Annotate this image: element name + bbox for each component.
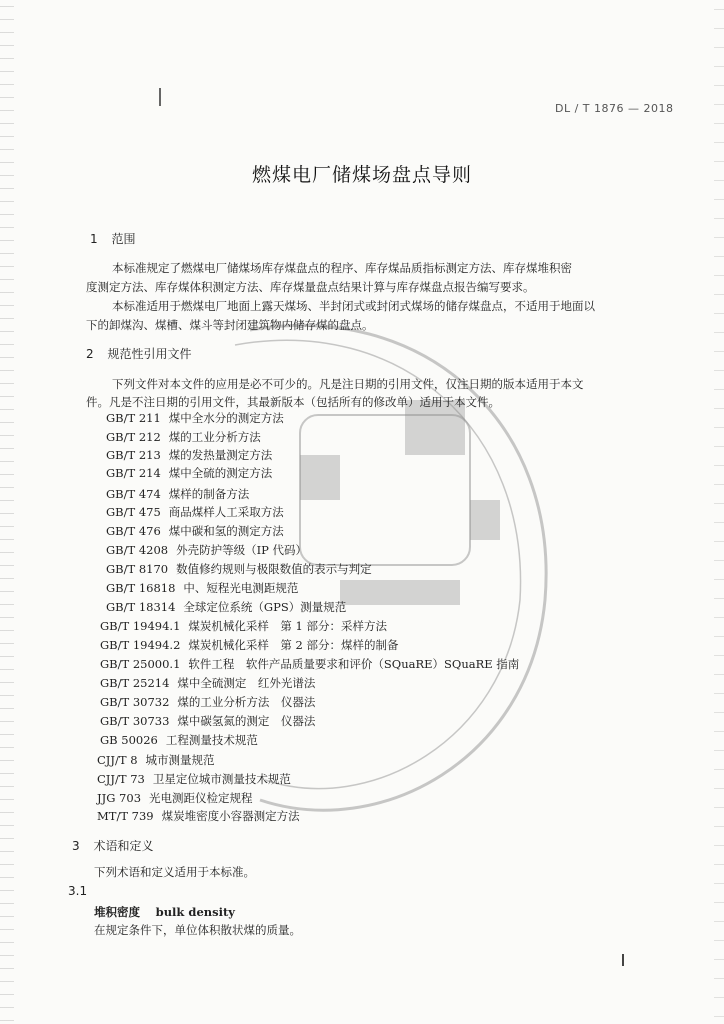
reference-code: GB/T 4208	[106, 543, 169, 557]
reference-title: 煤炭机械化采样 第 2 部分：煤样的制备	[188, 638, 399, 652]
reference-item	[106, 599, 346, 615]
section-number: 3	[72, 839, 80, 853]
reference-item	[106, 580, 298, 596]
reference-title: 煤炭机械化采样 第 1 部分：采样方法	[188, 619, 388, 633]
reference-title: 煤的发热量测定方法	[168, 448, 273, 462]
reference-title: 煤中碳氢氮的测定 仪器法	[177, 714, 316, 728]
reference-code: JJG 703	[97, 791, 142, 805]
term-chinese: 堆积密度	[94, 905, 140, 919]
scan-edge-left	[0, 0, 14, 1024]
reference-item	[100, 656, 519, 672]
paragraph-line: 下的卸煤沟、煤槽、煤斗等封闭建筑物内储存煤的盘点。	[86, 318, 374, 332]
reference-title: 城市测量规范	[145, 753, 215, 767]
reference-code: GB/T 30733	[100, 714, 170, 728]
reference-item	[100, 732, 258, 748]
reference-title: 煤中全硫的测定方法	[168, 466, 273, 480]
reference-code: GB/T 8170	[106, 562, 169, 576]
reference-item	[106, 542, 307, 558]
reference-code: GB/T 475	[106, 505, 161, 519]
reference-title: 煤中碳和氢的测定方法	[168, 524, 284, 538]
reference-code: GB/T 212	[106, 430, 161, 444]
reference-code: GB/T 476	[106, 524, 161, 538]
reference-item	[97, 790, 253, 806]
reference-title: 煤的工业分析方法 仪器法	[177, 695, 316, 709]
paragraph-line: 本标准规定了燃煤电厂储煤场库存煤盘点的程序、库存煤品质指标测定方法、库存煤堆积密	[112, 261, 572, 275]
reference-item	[106, 523, 284, 539]
reference-code: GB/T 30732	[100, 695, 170, 709]
paragraph-line: 下列文件对本文件的应用是必不可少的。凡是注日期的引用文件，仅注日期的版本适用于本文	[112, 377, 584, 391]
reference-title: 全球定位系统（GPS）测量规范	[183, 600, 347, 614]
reference-code: GB/T 16818	[106, 581, 176, 595]
reference-code: GB/T 19494.2	[100, 638, 181, 652]
section-number: 1	[90, 232, 98, 246]
reference-code: GB/T 213	[106, 448, 161, 462]
reference-title: 煤炭堆密度小容器测定方法	[161, 809, 300, 823]
reference-item	[106, 465, 272, 481]
reference-item	[106, 429, 261, 445]
reference-code: GB/T 474	[106, 487, 161, 501]
term-heading	[94, 904, 235, 920]
paragraph-line: 下列术语和定义适用于本标准。	[94, 865, 255, 879]
section-1-heading	[90, 230, 135, 247]
reference-code: CJJ/T 8	[97, 753, 138, 767]
paragraph-line: 件。凡是不注日期的引用文件，其最新版本（包括所有的修改单）适用于本文件。	[86, 395, 500, 409]
reference-item	[106, 447, 272, 463]
reference-item	[97, 771, 291, 787]
reference-code: GB/T 214	[106, 466, 161, 480]
reference-title: 卫星定位城市测量技术规范	[152, 772, 291, 786]
reference-item	[100, 713, 315, 729]
reference-item	[97, 752, 215, 768]
reference-code: MT/T 739	[97, 809, 154, 823]
reference-title: 数值修约规则与极限数值的表示与判定	[176, 562, 372, 576]
reference-code: GB/T 25214	[100, 676, 170, 690]
reference-title: 煤中全水分的测定方法	[168, 411, 284, 425]
paragraph-line: 本标准适用于燃煤电厂地面上露天煤场、半封闭式或封闭式煤场的储存煤盘点，不适用于地面以	[112, 299, 595, 313]
reference-code: CJJ/T 73	[97, 772, 145, 786]
reference-title: 煤的工业分析方法	[168, 430, 261, 444]
term-english: bulk density	[155, 905, 235, 919]
reference-title: 外壳防护等级（IP 代码）	[176, 543, 308, 557]
reference-item	[100, 618, 387, 634]
reference-title: 中、短程光电测距规范	[183, 581, 299, 595]
reference-item	[100, 637, 399, 653]
section-title: 规范性引用文件	[107, 347, 192, 361]
reference-code: GB/T 211	[106, 411, 161, 425]
section-2-heading	[86, 345, 191, 362]
standard-code: DL / T 1876 — 2018	[555, 102, 674, 115]
reference-item	[106, 410, 284, 426]
reference-title: 工程测量技术规范	[165, 733, 258, 747]
scan-mark	[159, 88, 161, 106]
scan-mark	[622, 954, 624, 966]
section-title: 术语和定义	[93, 839, 154, 853]
term-definition: 在规定条件下，单位体积散状煤的质量。	[94, 923, 301, 937]
section-title: 范围	[111, 232, 136, 246]
reference-item	[106, 486, 249, 502]
reference-code: GB/T 18314	[106, 600, 176, 614]
document-title: 燃煤电厂储煤场盘点导则	[251, 164, 472, 186]
reference-code: GB/T 25000.1	[100, 657, 181, 671]
reference-title: 商品煤样人工采取方法	[168, 505, 284, 519]
reference-item	[100, 694, 315, 710]
section-number: 2	[86, 347, 94, 361]
reference-title: 光电测距仪检定规程	[149, 791, 253, 805]
reference-item	[97, 808, 300, 824]
paragraph-line: 度测定方法、库存煤体积测定方法、库存煤量盘点结果计算与库存煤盘点报告编写要求。	[86, 280, 535, 294]
reference-title: 煤样的制备方法	[168, 487, 250, 501]
scan-edge-right	[714, 0, 724, 1024]
reference-item	[106, 561, 372, 577]
reference-title: 煤中全硫测定 红外光谱法	[177, 676, 316, 690]
term-number: 3.1	[68, 884, 88, 898]
reference-code: GB 50026	[100, 733, 158, 747]
reference-item	[100, 675, 315, 691]
reference-code: GB/T 19494.1	[100, 619, 181, 633]
reference-title: 软件工程 软件产品质量要求和评价（SQuaRE）SQuaRE 指南	[188, 657, 520, 671]
reference-item	[106, 504, 284, 520]
section-3-heading	[72, 837, 153, 854]
